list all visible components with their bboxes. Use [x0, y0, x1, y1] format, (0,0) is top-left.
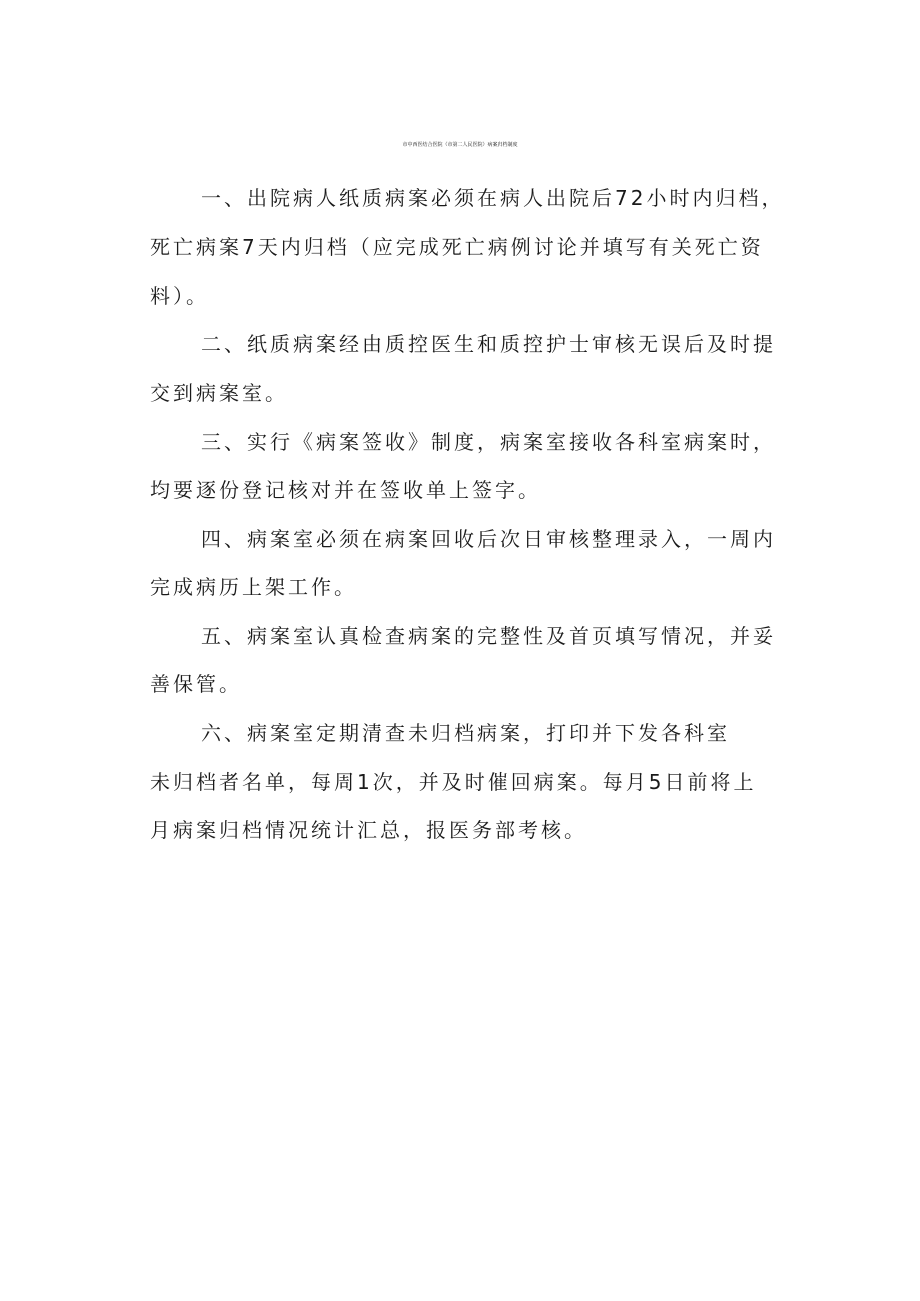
section-4-line-2: 完成病历上架工作。 [150, 575, 357, 599]
section-2-line-2: 交到病案室。 [150, 381, 288, 405]
section-6-line-3: 月病案归档情况统计汇总，报医务部考核。 [150, 818, 587, 842]
section-6-line-2: 未归档者名单，每周1次，并及时催回病案。每月5日前将上 [150, 770, 757, 794]
section-1-line-2: 死亡病案7天内归档（应完成死亡病例讨论并填写有关死亡资 [150, 235, 764, 259]
document-title: 市中西医结合医院（市第二人民医院）病案归档制度 [402, 142, 518, 148]
section-5-line-2: 善保管。 [150, 672, 242, 696]
section-1-line-1: 一、出院病人纸质病案必须在病人出院后72小时内归档， [201, 186, 785, 210]
section-1-line-3: 料）。 [150, 284, 209, 308]
section-3-line-2: 均要逐份登记核对并在签收单上签字。 [150, 478, 541, 502]
section-3-line-1: 三、实行《病案签收》制度，病案室接收各科室病案时， [201, 430, 776, 454]
section-2-line-1: 二、纸质病案经由质控医生和质控护士审核无误后及时提 [201, 332, 776, 356]
section-4-line-1: 四、病案室必须在病案回收后次日审核整理录入，一周内 [201, 527, 776, 551]
section-5-line-1: 五、病案室认真检查病案的完整性及首页填写情况，并妥 [201, 624, 776, 648]
section-6-line-1: 六、病案室定期清查未归档病案，打印并下发各科室 [201, 721, 730, 745]
